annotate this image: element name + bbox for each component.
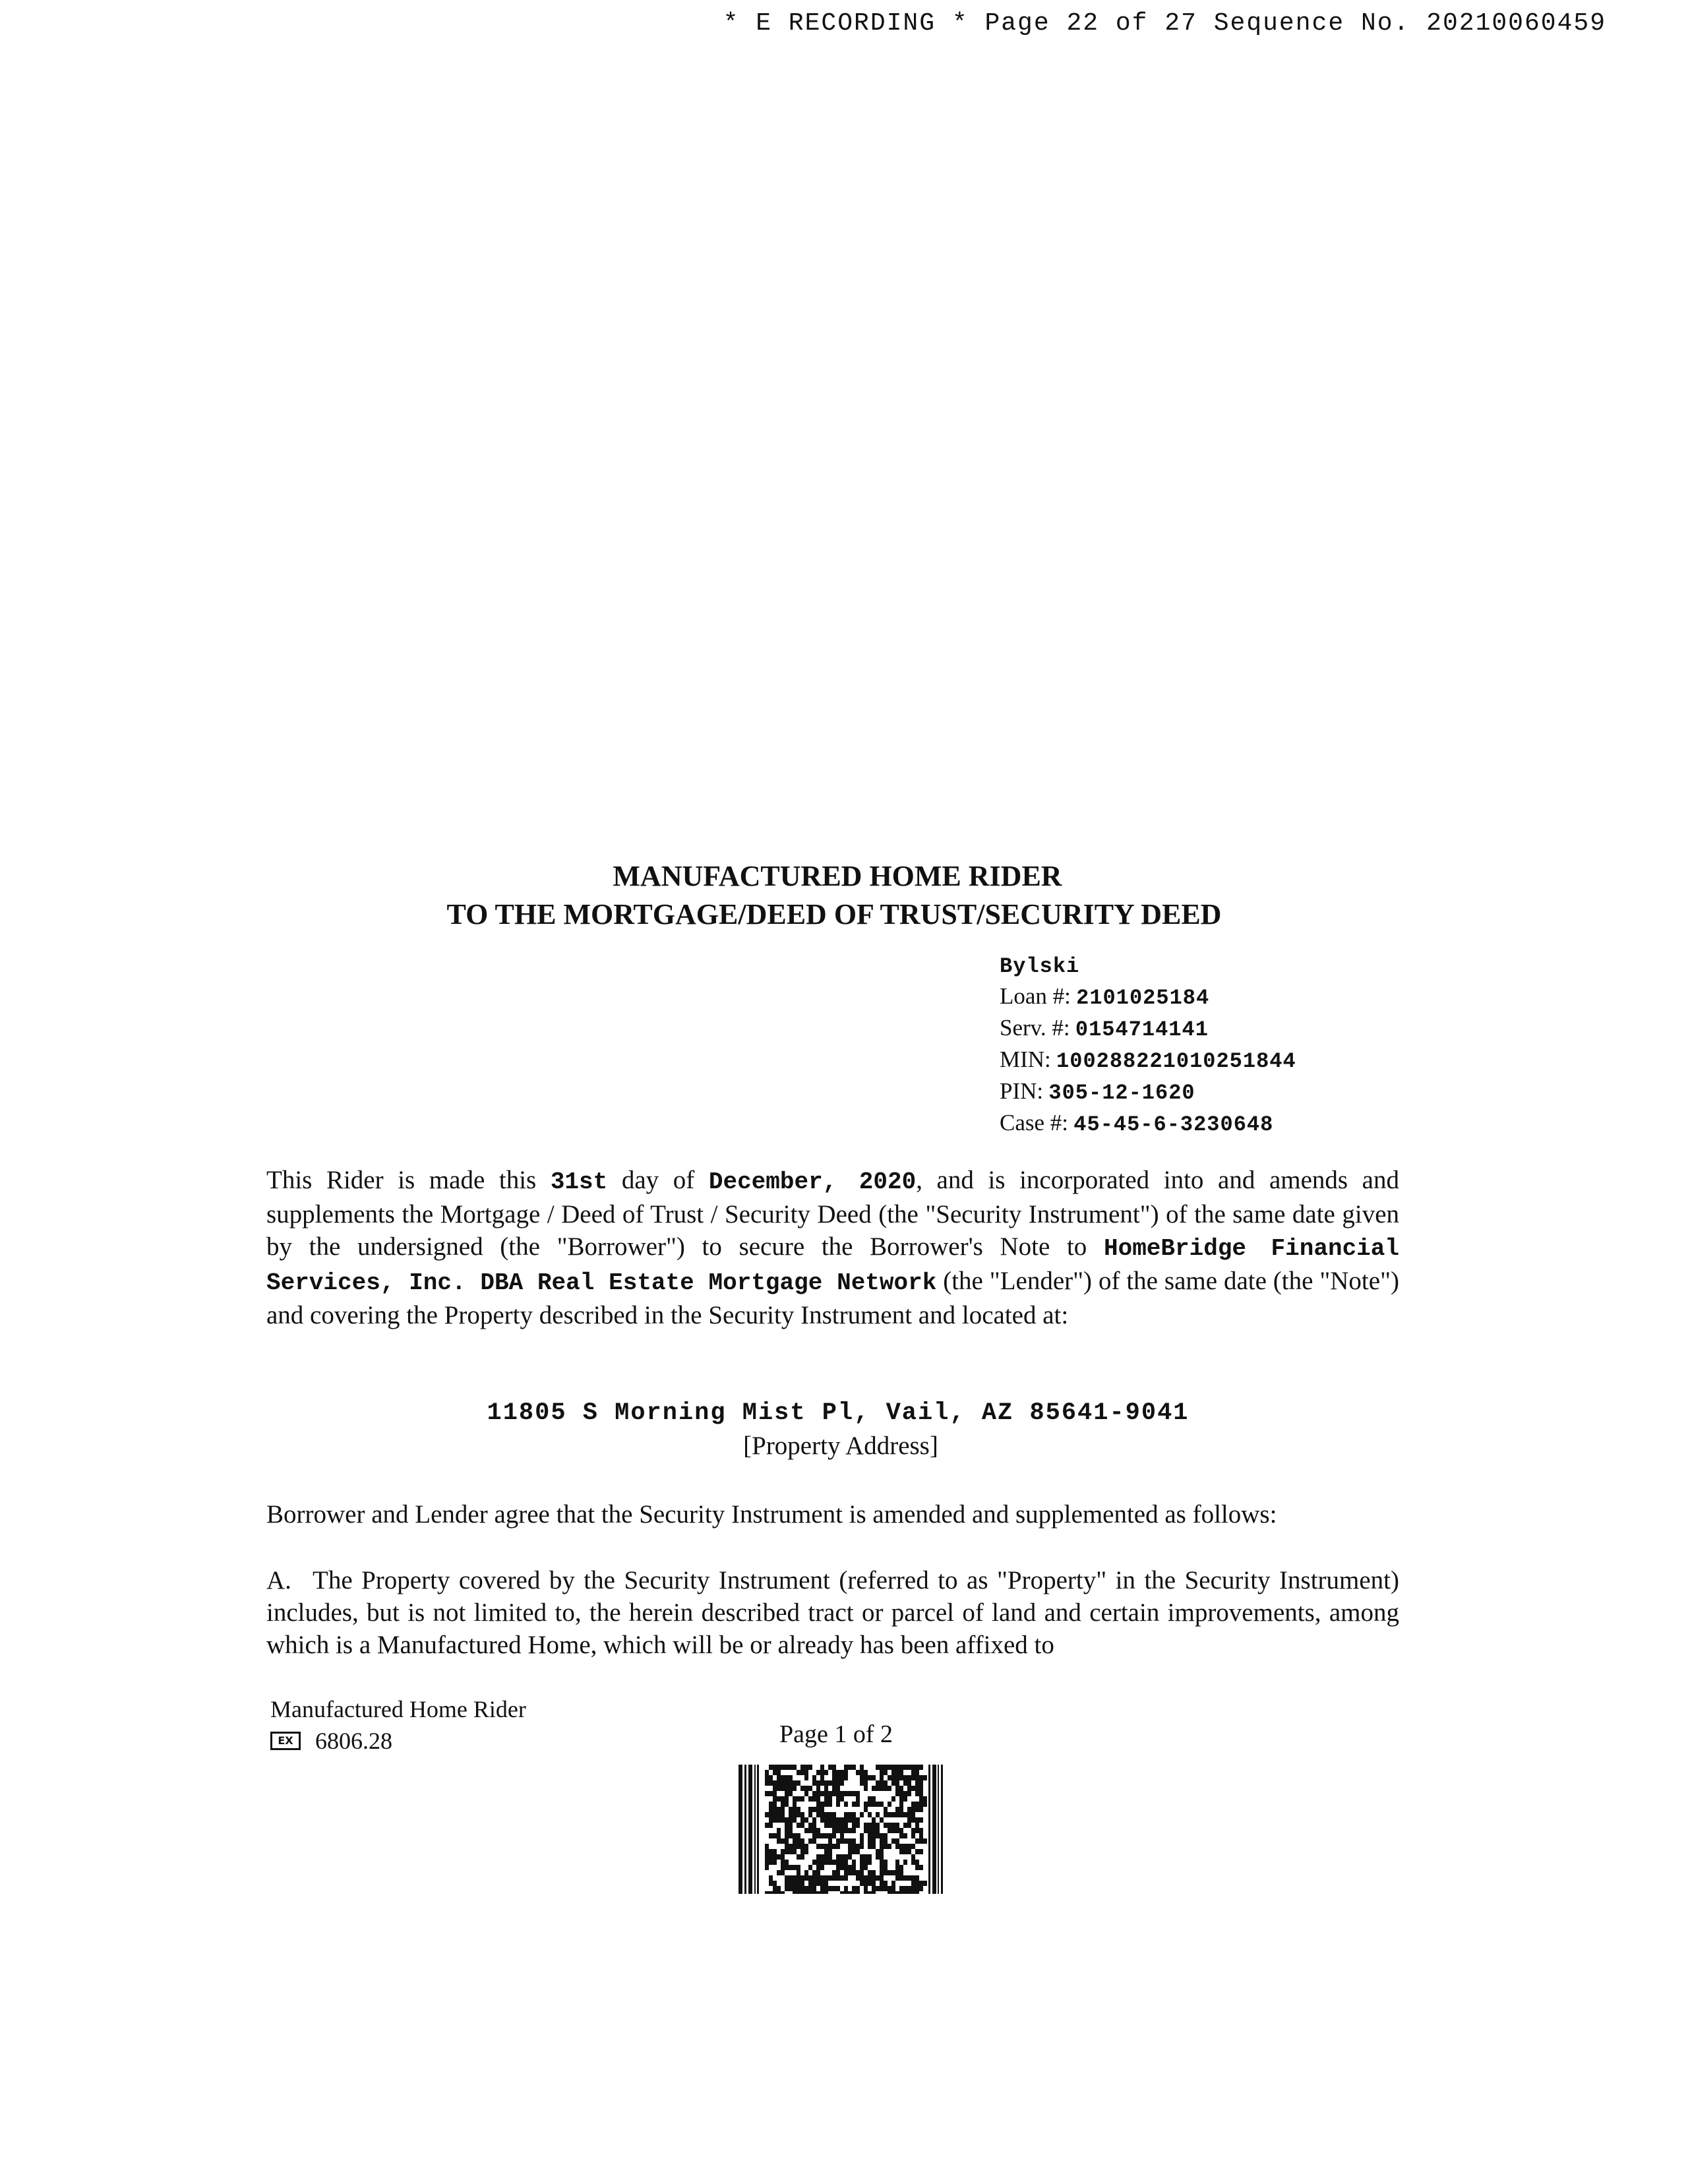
- pin-value: 305-12-1620: [1048, 1081, 1195, 1105]
- case-number-row: [1000, 1108, 1296, 1139]
- title-line-1: MANUFACTURED HOME RIDER: [613, 860, 1062, 892]
- section-a-text: The Property covered by the Security Instrument (referred to as "Property" in the Security Instrument) includes, but is not limited to, the herein described tract or parcel of land and certain improvements, among which is a Manufactured Home, which will be or already has been affixed to: [266, 1566, 1399, 1659]
- form-name: Manufactured Home Rider: [270, 1696, 526, 1722]
- intro-text-1: This Rider is made this: [266, 1166, 551, 1194]
- loan-number-row: [1000, 981, 1296, 1013]
- rider-month-year: December, 2020: [708, 1168, 917, 1196]
- page-number: Page 1 of 2: [779, 1720, 893, 1748]
- loan-number-value: 2101025184: [1076, 986, 1210, 1010]
- title-line-2: TO THE MORTGAGE/DEED OF TRUST/SECURITY DEED: [446, 898, 1222, 930]
- section-a-label: A.: [266, 1566, 291, 1594]
- section-a-paragraph: [266, 1564, 1399, 1661]
- barcode-icon: [738, 1765, 943, 1894]
- form-number: 6806.28: [315, 1728, 392, 1754]
- intro-text-4: (the "Lender") of the same date (the "Note") and covering the Property described in the Security Instrument and located at:: [266, 1267, 1399, 1329]
- min-value: 100288221010251844: [1056, 1049, 1296, 1074]
- servicing-number-value: 0154714141: [1075, 1017, 1209, 1042]
- servicing-number-row: [1000, 1013, 1296, 1045]
- lender-name: HomeBridge Financial Services, Inc. DBA Real Estate Mortgage Network: [266, 1235, 1399, 1296]
- loan-number-label: Loan #:: [1000, 983, 1071, 1009]
- min-row: [1000, 1045, 1296, 1076]
- pin-label: PIN:: [1000, 1078, 1044, 1104]
- borrower-name: Bylski: [1000, 954, 1080, 979]
- form-logo-icon: EX: [270, 1732, 301, 1750]
- property-address-caption: [Property Address]: [743, 1432, 938, 1460]
- intro-text-3: , and is incorporated into and amends and supplements the Mortgage / Deed of Trust / Security Deed (the "Security Instrument") of the same date given by the undersigned (the "Borrower") to secure the Borrower's Note to: [266, 1166, 1399, 1261]
- property-address: 11805 S Morning Mist Pl, Vail, AZ 85641-9041: [487, 1399, 1190, 1427]
- intro-paragraph: [266, 1164, 1399, 1331]
- case-number-label: Case #:: [1000, 1110, 1069, 1136]
- intro-text-2: day of: [607, 1166, 709, 1194]
- case-number-value: 45-45-6-3230648: [1073, 1112, 1274, 1137]
- property-address-block: [0, 1397, 1688, 1463]
- loan-info-block: [1000, 951, 1296, 1139]
- agreement-paragraph: Borrower and Lender agree that the Security Instrument is amended and supplemented as follows:: [266, 1500, 1277, 1529]
- rider-day: 31st: [550, 1168, 608, 1196]
- borrower-name-row: [1000, 951, 1296, 981]
- form-identifier: [270, 1693, 526, 1757]
- recording-header: * E RECORDING * Page 22 of 27 Sequence No. 20210060459: [723, 9, 1606, 38]
- form-code-row: [270, 1725, 526, 1757]
- pin-row: [1000, 1076, 1296, 1108]
- min-label: MIN:: [1000, 1046, 1051, 1072]
- servicing-number-label: Serv. #:: [1000, 1015, 1070, 1041]
- document-title: [0, 857, 1688, 934]
